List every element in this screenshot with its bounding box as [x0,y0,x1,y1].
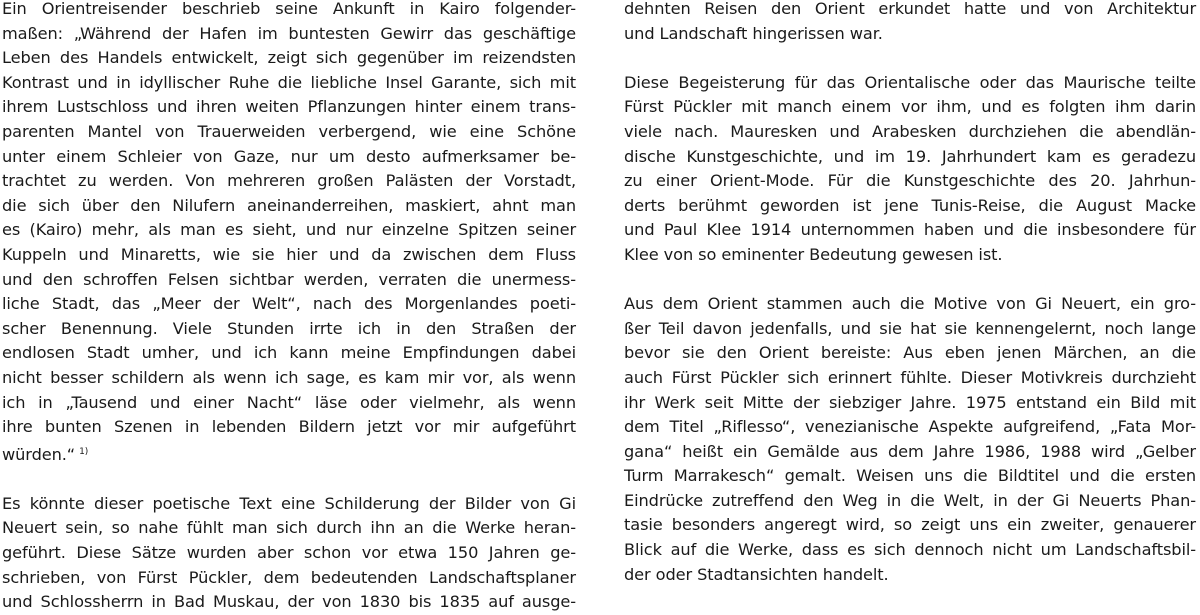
text-line: schrieben, von Fürst Pückler, dem bedeutenden Landschaftsplaner [2,567,576,587]
text-line: zu einer Orient-Mode. Für die Kunstgeschichte des 20. Jahrhun- [624,171,1196,191]
text-line: ihrem Lustschloss und ihren weiten Pflanzungen hinter einem trans- [2,97,576,117]
text-line: Kuppeln und Minaretts, wie sie hier und da zwischen dem Fluss [2,244,576,264]
text-line: bevor sie den Orient bereiste: Aus eben jenen Märchen, an die [624,343,1196,363]
text-line [2,440,576,468]
text-line: Ein Orientreisender beschrieb seine Ankunft in Kairo folgender- [2,0,576,18]
text-line: Leben des Handels entwickelt, zeigt sich gegenüber im reizendsten [2,48,576,68]
text-line: scher Benennung. Viele Stunden irrte ich in den Straßen der [2,318,576,338]
right-column [624,0,1196,587]
text-line: tasie besonders angeregt wird, so zeigt uns ein zweiter, genauerer [624,515,1196,535]
text-line: Turm Marrakesch“ gemalt. Weisen uns die Bildtitel und die ersten [624,466,1196,486]
text-line: und Schlossherrn in Bad Muskau, der von 1830 bis 1835 auf ausge- [2,592,576,612]
text-line: es (Kairo) mehr, als man es sieht, und nur einzelne Spitzen seiner [2,220,576,240]
text-line: gana“ heißt ein Gemälde aus dem Jahre 1986, 1988 wird „Gelber [624,441,1196,461]
text-line: Fürst Pückler mit manch einem vor ihm, und es folgten ihm darin [624,97,1196,117]
text-line: die sich über den Nilufern aneinanderreihen, maskiert, ahnt man [2,195,576,215]
text-line: Diese Begeisterung für das Orientalische oder das Maurische teilte [624,72,1196,92]
text-line: viele nach. Mauresken und Arabesken durchziehen die abendlän- [624,121,1196,141]
paragraph-gap [624,46,1196,71]
text-line: geführt. Diese Sätze wurden aber schon vor etwa 150 Jahren ge- [2,543,576,563]
text-line: trachtet zu werden. Von mehreren großen Palästen der Vorstadt, [2,171,576,191]
text-line: und Paul Klee 1914 unternommen haben und die insbesondere für [624,220,1196,240]
text-line: Es könnte dieser poetische Text eine Schilderung der Bilder von Gi [2,493,576,513]
text-line: und den schroffen Felsen sichtbar werden, verraten die unermess- [2,269,576,289]
text-line: Klee von so eminenter Bedeutung gewesen ist. [624,244,1003,264]
text-line: Blick auf die Werke, dass es sich dennoch nicht um Landschaftsbil- [624,540,1196,560]
text-line: nicht besser schildern als wenn ich sage, es kam mir vor, als wenn [2,367,576,387]
text-line: und Landschaft hingerissen war. [624,23,883,43]
paragraph-gap [2,467,576,492]
text-line: derts berühmt geworden ist jene Tunis-Reise, die August Macke [624,195,1196,215]
text-line: ßer Teil davon jedenfalls, und sie hat sie kennengelernt, noch lange [624,318,1196,338]
text-line: dem Titel „Riflesso“, venezianische Aspekte aufgreifend, „Fata Mor- [624,417,1196,437]
paragraph-gi-neuert-intro [2,492,576,615]
text-line: parenten Mantel von Trauerweiden verbergend, wie eine Schöne [2,121,576,141]
paragraph-orient-mode [624,71,1196,268]
text-line: unter einem Schleier von Gaze, nur um desto aufmerksamer be- [2,146,576,166]
text-line: der oder Stadtansichten handelt. [624,564,889,584]
left-column [2,0,576,615]
text-line: ich in „Tausend und einer Nacht“ läse oder vielmehr, als wenn [2,392,576,412]
text-line: endlosen Stadt umher, und ich kann meine Empfindungen dabei [2,343,576,363]
paragraph-continuation [624,0,1196,46]
paragraph-pueckler-quote [2,0,576,467]
footnote-marker: 1) [79,446,89,457]
text-line: maßen: „Während der Hafen im buntesten Gewirr das geschäftige [2,23,576,43]
text-line: auch Fürst Pückler sich erinnert fühlte. Dieser Motivkreis durchzieht [624,367,1196,387]
text-line: Neuert sein, so nahe fühlt man sich durch ihn an die Werke heran- [2,518,576,538]
text-line: Aus dem Orient stammen auch die Motive von Gi Neuert, ein gro- [624,294,1196,314]
text-fragment: würden.“ [2,444,76,464]
text-line: dische Kunstgeschichte, und im 19. Jahrhundert kam es geradezu [624,146,1196,166]
text-line: liche Stadt, das „Meer der Welt“, nach des Morgenlandes poeti- [2,294,576,314]
text-line: ihre bunten Szenen in lebenden Bildern jetzt vor mir aufgeführt [2,417,576,437]
text-line: Eindrücke zutreffend den Weg in die Welt, in der Gi Neuerts Phan- [624,490,1196,510]
text-line: Kontrast und in idyllischer Ruhe die liebliche Insel Garante, sich mit [2,72,576,92]
paragraph-gap [624,268,1196,293]
text-line: ihr Werk seit Mitte der siebziger Jahre. 1975 entstand ein Bild mit [624,392,1196,412]
text-line: dehnten Reisen den Orient erkundet hatte und von Architektur [624,0,1196,18]
paragraph-motive [624,292,1196,587]
